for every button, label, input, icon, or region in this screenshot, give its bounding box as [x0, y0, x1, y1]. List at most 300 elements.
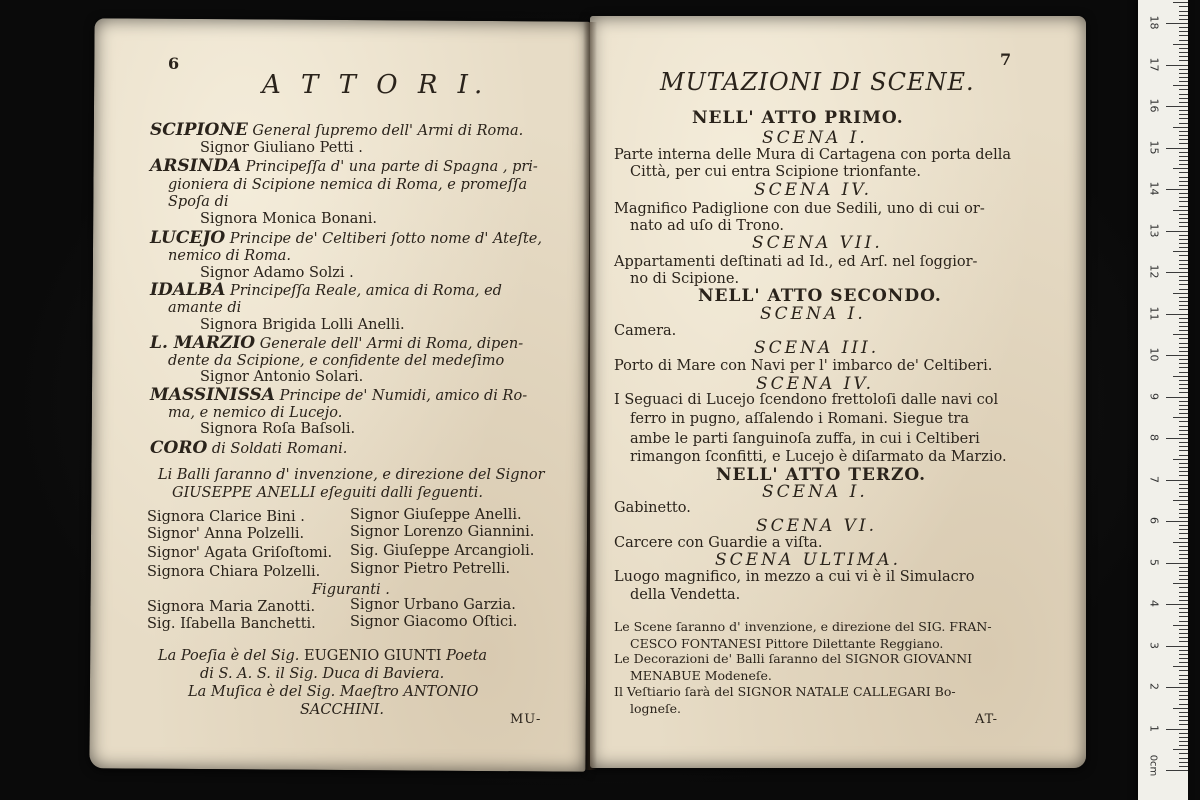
right-page-line: [614, 324, 676, 339]
ruler-tick: [1179, 185, 1188, 186]
ruler-tick: [1173, 168, 1188, 169]
ruler-tick: [1179, 98, 1188, 99]
text-run: Signor Urbano Garzia.: [350, 597, 516, 613]
text-run: Signora Clarice Bini .: [147, 509, 305, 525]
right-page-line: [614, 202, 985, 217]
right-page-line: [614, 570, 974, 585]
left-page-line: [147, 617, 316, 632]
right-page-line: [630, 702, 681, 717]
text-run: Principe de' Celtiberi ſotto nome d' Ateſte,: [225, 231, 542, 247]
ruler-number: 14: [1147, 181, 1161, 196]
text-run: Camera.: [614, 323, 677, 339]
left-page-line: [200, 667, 444, 682]
text-run: Signor Adamo Solzi .: [200, 265, 354, 281]
ruler-tick: [1179, 712, 1188, 713]
ruler-tick: [1179, 255, 1188, 256]
ruler-tick: [1179, 343, 1188, 344]
ruler-tick: [1179, 118, 1188, 119]
ruler-tick: [1179, 156, 1188, 157]
text-run: SCENA I.: [762, 482, 868, 502]
right-page-line: [630, 165, 921, 180]
ruler-tick: [1179, 81, 1188, 82]
ruler-tick: [1179, 766, 1188, 767]
ruler-tick: [1179, 77, 1188, 78]
ruler-tick: [1179, 297, 1188, 298]
ruler-tick: [1179, 675, 1188, 676]
ruler-number: 17: [1147, 57, 1161, 71]
ruler-number: 10: [1147, 347, 1161, 362]
ruler-tick: [1166, 729, 1188, 730]
ruler-tick: [1179, 160, 1188, 161]
text-run: logneſe.: [630, 701, 681, 716]
ruler-tick: [1179, 654, 1188, 655]
ruler-tick: [1179, 110, 1188, 111]
text-run: Signora Brigida Lolli Anelli.: [200, 317, 405, 333]
ruler-tick: [1173, 85, 1188, 86]
ruler-tick: [1179, 405, 1188, 406]
ruler-tick: [1179, 762, 1188, 763]
text-run: Luogo magnifico, in mezzo a cui vi è il Simulacro: [614, 569, 975, 585]
ruler-tick: [1179, 52, 1188, 53]
ruler-tick: [1179, 222, 1188, 223]
ruler-tick: [1179, 596, 1188, 597]
text-run: SCENA VII.: [752, 233, 883, 253]
ruler-number: 12: [1147, 264, 1161, 279]
left-page-line: [150, 282, 502, 299]
left-page-line: [200, 266, 354, 281]
ruler-tick: [1179, 575, 1188, 576]
left-page-line: [150, 158, 538, 175]
left-page-line: [200, 141, 363, 156]
ruler-tick: [1166, 355, 1188, 356]
ruler-tick: [1179, 322, 1188, 323]
right-page-line: [614, 620, 992, 635]
text-run: CORO: [150, 438, 208, 458]
ruler-tick: [1179, 89, 1188, 90]
ruler-tick: [1179, 60, 1188, 61]
text-run: di S. A. S. il Sig. Duca di Baviera.: [200, 666, 445, 682]
text-run: CESCO FONTANESI Pittore Dilettante Reggiano.: [630, 636, 944, 651]
text-run: Magnifico Padiglione con due Sedili, uno di cui or-: [614, 201, 985, 217]
ruler-tick: [1173, 500, 1188, 501]
ruler-tick: [1179, 525, 1188, 526]
left-page-line: [168, 195, 229, 210]
text-run: SCENA ULTIMA.: [715, 550, 901, 570]
left-page-line: [200, 212, 377, 227]
ruler-tick: [1179, 641, 1188, 642]
ruler-tick: [1179, 247, 1188, 248]
left-page-line: [147, 546, 332, 561]
ruler-tick: [1179, 679, 1188, 680]
ruler-tick: [1179, 616, 1188, 617]
text-run: SCENA I.: [760, 304, 866, 324]
ruler-tick: [1173, 666, 1188, 667]
right-page-line: [630, 272, 739, 287]
text-run: L. MARZIO: [150, 333, 256, 353]
text-run: EUGENIO GIUNTI: [304, 648, 442, 664]
ruler-tick: [1179, 305, 1188, 306]
ruler-tick: [1179, 318, 1188, 319]
ruler-tick: [1173, 542, 1188, 543]
text-run: General ſupremo dell' Armi di Roma.: [247, 123, 524, 139]
ruler-tick: [1179, 48, 1188, 49]
ruler-number: 18: [1147, 15, 1161, 30]
ruler-tick: [1179, 69, 1188, 70]
ruler-tick: [1179, 471, 1188, 472]
ruler-number: 7: [1147, 475, 1161, 483]
left-page-line: [200, 422, 355, 437]
ruler-tick: [1179, 475, 1188, 476]
ruler-tick: [1179, 260, 1188, 261]
ruler-tick: [1179, 264, 1188, 265]
right-page-line: [752, 235, 883, 252]
ruler-tick: [1166, 106, 1188, 107]
ruler-tick: [1179, 177, 1188, 178]
ruler-tick: [1166, 189, 1188, 190]
right-page-line: [692, 110, 904, 127]
ruler-number: 16: [1147, 98, 1161, 113]
ruler-tick: [1179, 737, 1188, 738]
ruler-tick: [1179, 268, 1188, 269]
ruler-number: 1: [1147, 724, 1161, 732]
ruler-tick: [1179, 496, 1188, 497]
ruler-number: 6: [1147, 517, 1161, 524]
text-run: rimangon ſconfitti, e Lucejo è diſarmato da Marzio.: [630, 449, 1007, 465]
left-page-line: [350, 615, 517, 630]
ruler-tick: [1179, 753, 1188, 754]
ruler-tick: [1179, 243, 1188, 244]
text-run: Il Veſtiario ſarà del SIGNOR NATALE CALLEGARI Bo-: [614, 684, 956, 699]
ruler-tick: [1179, 650, 1188, 651]
ruler-tick: [1179, 123, 1188, 124]
ruler-tick: [1173, 459, 1188, 460]
text-run: La Muſica è del Sig. Maeſtro: [188, 684, 404, 700]
ruler-tick: [1179, 301, 1188, 302]
text-run: NELL' ATTO SECONDO.: [698, 286, 942, 306]
catchword: MU-: [510, 712, 542, 727]
ruler-tick: [1179, 326, 1188, 327]
ruler-tick: [1173, 210, 1188, 211]
ruler-tick: [1179, 226, 1188, 227]
ruler-number: 5: [1147, 558, 1161, 566]
text-run: Spoſa di: [168, 194, 229, 210]
text-run: IDALBA: [150, 280, 226, 300]
ruler-tick: [1179, 164, 1188, 165]
text-run: Parte interna delle Mura di Cartagena con porta della: [614, 147, 1012, 163]
right-page-line: [630, 450, 1007, 465]
text-run: Principeſſa Reale, amica di Roma, ed: [225, 283, 502, 299]
ruler-tick: [1179, 455, 1188, 456]
ruler-tick: [1179, 31, 1188, 32]
text-run: MASSINISSA: [150, 385, 276, 405]
left-page-line: [300, 703, 384, 718]
text-run: Signor Pietro Petrelli.: [350, 561, 511, 577]
ruler-tick: [1179, 637, 1188, 638]
text-run: GIUSEPPE ANELLI: [172, 485, 316, 501]
ruler-tick: [1166, 646, 1188, 647]
ruler-tick: [1179, 724, 1188, 725]
ruler-tick: [1179, 218, 1188, 219]
text-run: Le Decorazioni de' Balli ſaranno del SIGNOR GIOVANNI: [614, 651, 973, 666]
ruler-tick: [1173, 334, 1188, 335]
text-run: Signor Lorenzo Giannini.: [350, 524, 535, 540]
left-page-line: [150, 122, 523, 139]
ruler-tick: [1179, 442, 1188, 443]
text-run: I Seguaci di Lucejo ſcendono frettoloſi dalle navi col: [614, 392, 999, 408]
ruler-tick: [1173, 44, 1188, 45]
right-page-line: [762, 484, 868, 501]
left-page-line: [168, 354, 504, 369]
ruler-tick: [1179, 467, 1188, 468]
ruler-tick: [1179, 683, 1188, 684]
ruler-number: 11: [1147, 306, 1161, 320]
catchword: AT-: [975, 712, 999, 727]
right-page-line: [614, 393, 998, 408]
text-run: nemico di Roma.: [168, 248, 291, 264]
left-page-line: [158, 649, 487, 664]
ruler-tick: [1173, 2, 1188, 3]
text-run: nato ad uſo di Trono.: [630, 218, 785, 234]
ruler-tick: [1179, 409, 1188, 410]
text-run: amante di: [168, 300, 242, 316]
ruler-tick: [1179, 558, 1188, 559]
ruler-tick: [1179, 720, 1188, 721]
ruler-tick: [1173, 251, 1188, 252]
text-run: MENABUE Modeneſe.: [630, 668, 772, 683]
ruler-tick: [1173, 417, 1188, 418]
ruler-tick: [1179, 309, 1188, 310]
ruler-tick: [1179, 592, 1188, 593]
ruler-tick: [1179, 538, 1188, 539]
text-run: Principeſſa d' una parte di Spagna , pri-: [241, 159, 538, 175]
left-page-line: [188, 685, 478, 700]
text-run: di Soldati Romani.: [207, 441, 348, 457]
ruler-number: 15: [1147, 140, 1161, 154]
ruler-tick: [1179, 533, 1188, 534]
ruler-tick: [1166, 148, 1188, 149]
ruler-tick: [1179, 276, 1188, 277]
ruler-tick: [1179, 338, 1188, 339]
ruler-tick: [1173, 749, 1188, 750]
ruler-tick: [1179, 388, 1188, 389]
right-page-line: [698, 288, 942, 305]
left-page-line: [200, 318, 405, 333]
text-run: Figuranti .: [312, 582, 390, 598]
ruler-tick: [1179, 567, 1188, 568]
text-run: no di Scipione.: [630, 271, 740, 287]
page-title: MUTAZIONI DI SCENE.: [660, 68, 975, 96]
ruler-tick: [1166, 438, 1188, 439]
ruler-tick: [1179, 633, 1188, 634]
ruler-tick: [1173, 127, 1188, 128]
ruler-tick: [1179, 19, 1188, 20]
right-page-line: [756, 376, 874, 393]
text-run: della Vendetta.: [630, 587, 741, 603]
right-page-line: [614, 359, 992, 374]
text-run: Signor' Agata Griſoſtomi.: [147, 545, 333, 561]
ruler-tick: [1179, 235, 1188, 236]
ruler-tick: [1179, 450, 1188, 451]
left-page-line: [147, 527, 304, 542]
right-page-line: [754, 340, 879, 357]
ruler-tick: [1179, 239, 1188, 240]
ruler-tick: [1179, 392, 1188, 393]
ruler-tick: [1179, 446, 1188, 447]
ruler-tick: [1179, 571, 1188, 572]
left-page-line: [350, 562, 510, 577]
ruler-tick: [1179, 114, 1188, 115]
ruler-number: 9: [1147, 392, 1161, 400]
ruler-number: 13: [1147, 223, 1161, 237]
ruler-tick: [1166, 563, 1188, 564]
ruler-tick: [1179, 529, 1188, 530]
ruler-tick: [1166, 397, 1188, 398]
text-run: Città, per cui entra Scipione trionfante.: [630, 164, 921, 180]
ruler-tick: [1166, 65, 1188, 66]
ruler-tick: [1166, 521, 1188, 522]
right-page-line: [614, 255, 977, 270]
ruler-tick: [1179, 517, 1188, 518]
ruler-tick: [1179, 197, 1188, 198]
ruler-tick: [1179, 27, 1188, 28]
text-run: SCENA IV.: [754, 180, 873, 200]
text-run: SCIPIONE: [150, 120, 248, 140]
ruler-tick: [1179, 579, 1188, 580]
left-page-line: [150, 335, 523, 352]
text-run: eſeguiti dalli ſeguenti.: [315, 485, 483, 501]
ruler-tick: [1179, 426, 1188, 427]
ruler-tick: [1179, 15, 1188, 16]
left-page-line: [168, 178, 527, 193]
left-page-line: [150, 387, 527, 404]
ruler-tick: [1179, 206, 1188, 207]
ruler-tick: [1179, 733, 1188, 734]
text-run: SCENA IV.: [756, 374, 875, 394]
ruler-tick: [1173, 625, 1188, 626]
right-page-line: [762, 130, 868, 147]
left-page-line: [150, 440, 347, 457]
text-run: SACCHINI.: [300, 702, 384, 718]
text-run: NELL' ATTO TERZO.: [716, 465, 927, 485]
left-page-line: [350, 544, 534, 559]
ruler-tick: [1179, 430, 1188, 431]
ruler-tick: [1179, 434, 1188, 435]
text-run: Signora Roſa Baſsoli.: [200, 421, 356, 437]
right-page-line: [614, 501, 691, 516]
left-page-line: [147, 510, 305, 525]
ruler-tick: [1179, 214, 1188, 215]
text-run: La Poeſia è del Sig.: [158, 648, 304, 664]
ruler-tick: [1179, 513, 1188, 514]
measuring-ruler: [1138, 0, 1188, 800]
ruler-number: 2: [1147, 683, 1161, 690]
ruler-tick: [1179, 351, 1188, 352]
ruler-tick: [1179, 484, 1188, 485]
ruler-tick: [1179, 401, 1188, 402]
ruler-tick: [1179, 554, 1188, 555]
right-page-line: [630, 412, 969, 427]
ruler-tick: [1179, 289, 1188, 290]
ruler-tick: [1179, 463, 1188, 464]
ruler-tick: [1179, 546, 1188, 547]
ruler-tick: [1179, 330, 1188, 331]
right-page-line: [614, 685, 956, 700]
ruler-tick: [1173, 293, 1188, 294]
left-page-line: [350, 598, 516, 613]
text-run: Le Scene ſaranno d' invenzione, e direzione del SIG. FRAN-: [614, 619, 992, 634]
ruler-tick: [1179, 11, 1188, 12]
ruler-tick: [1179, 658, 1188, 659]
page-number: 7: [1000, 50, 1012, 69]
text-run: ma, e nemico di Lucejo.: [168, 405, 343, 421]
ruler-tick: [1179, 131, 1188, 132]
ruler-tick: [1179, 699, 1188, 700]
left-page-line: [172, 486, 483, 501]
ruler-tick: [1179, 413, 1188, 414]
right-page-line: [630, 637, 943, 652]
ruler-tick: [1179, 509, 1188, 510]
ruler-tick: [1179, 280, 1188, 281]
ruler-tick: [1166, 604, 1188, 605]
ruler-tick: [1179, 73, 1188, 74]
left-page-line: [168, 301, 241, 316]
text-run: dente da Scipione, e confidente del medeſimo: [168, 353, 505, 369]
ruler-tick: [1179, 367, 1188, 368]
ruler-tick: [1166, 231, 1188, 232]
text-run: Carcere con Guardie a viſta.: [614, 535, 823, 551]
ruler-tick: [1179, 704, 1188, 705]
text-run: gioniera di Scipione nemica di Roma, e promeſſa: [168, 177, 528, 193]
text-run: SCENA III.: [754, 338, 880, 358]
right-page-line: [614, 536, 822, 551]
ruler-tick: [1179, 359, 1188, 360]
right-page-line: [630, 432, 980, 447]
ruler-tick: [1179, 600, 1188, 601]
ruler-tick: [1179, 172, 1188, 173]
text-run: Signora Monica Bonani.: [200, 211, 377, 227]
ruler-tick: [1179, 143, 1188, 144]
text-run: Signor Giuſeppe Anelli.: [350, 507, 522, 523]
ruler-tick: [1179, 741, 1188, 742]
page-title: A T T O R I.: [262, 70, 489, 100]
text-run: Gabinetto.: [614, 500, 691, 516]
ruler-tick: [1179, 193, 1188, 194]
ruler-tick: [1179, 550, 1188, 551]
text-run: SCENA I.: [762, 128, 868, 148]
right-page-line: [630, 588, 740, 603]
left-page-line: [200, 370, 363, 385]
right-page-line: [760, 306, 866, 323]
ruler-tick: [1179, 691, 1188, 692]
ruler-tick: [1179, 347, 1188, 348]
ruler-tick: [1179, 181, 1188, 182]
ruler-tick: [1166, 770, 1188, 771]
book-gutter: [583, 22, 597, 770]
ruler-tick: [1179, 629, 1188, 630]
ruler-tick: [1179, 421, 1188, 422]
ruler-tick: [1179, 102, 1188, 103]
text-run: ferro in pugno, aſſalendo i Romani. Siegue tra: [630, 411, 969, 427]
right-page-line: [715, 552, 901, 569]
ruler-tick: [1166, 687, 1188, 688]
ruler-tick: [1179, 6, 1188, 7]
left-page-line: [350, 508, 522, 523]
text-run: Signor Giuliano Petti .: [200, 140, 363, 156]
ruler-tick: [1179, 504, 1188, 505]
ruler-tick: [1166, 272, 1188, 273]
ruler-tick: [1179, 372, 1188, 373]
text-run: Appartamenti deſtinati ad Id., ed Arſ. nel ſoggior-: [614, 254, 978, 270]
